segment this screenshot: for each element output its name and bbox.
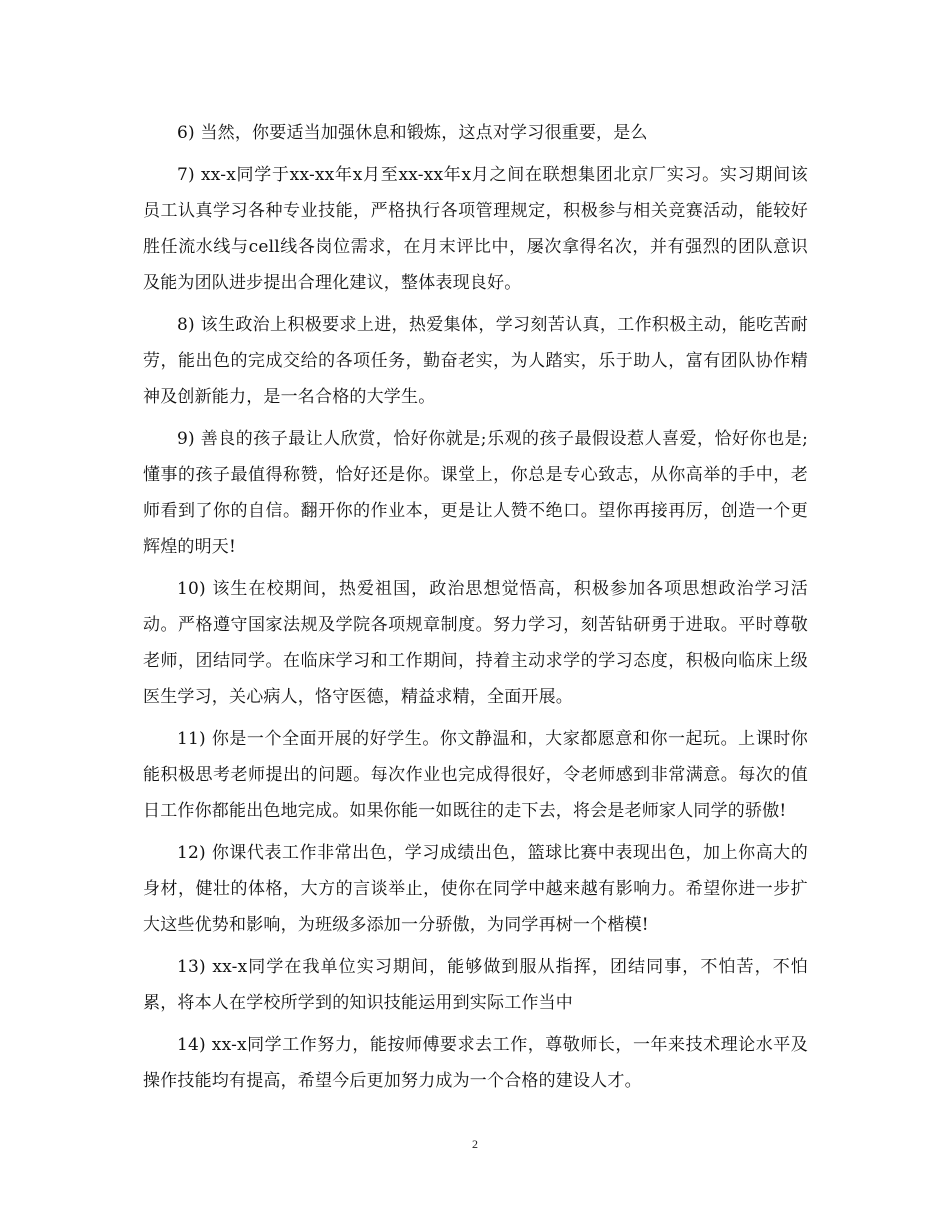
paragraph-8: 8) 该生政治上积极要求上进，热爱集体，学习刻苦认真，工作积极主动，能吃苦耐劳，能出色的完成交给的各项任务，勤奋老实，为人踏实，乐于助人，富有团队协作精神及创新能力，是一名合格的大学生。	[143, 315, 808, 407]
page-number: 2	[472, 1137, 478, 1151]
paragraph-12: 12) 你课代表工作非常出色，学习成绩出色，篮球比赛中表现出色，加上你高大的身材，健壮的体格，大方的言谈举止，使你在同学中越来越有影响力。希望你进一步扩大这些优势和影响，为班级多添加一分骄傲，为同学再树一个楷模!	[143, 843, 808, 935]
paragraph-7: 7) xx-x同学于xx-xx年x月至xx-xx年x月之间在联想集团北京厂实习。实习期间该员工认真学习各种专业技能，严格执行各项管理规定，积极参与相关竞赛活动，能较好胜任流水线与cell线各岗位需求，在月末评比中，屡次拿得名次，并有强烈的团队意识及能为团队进步提出合理化建议，整体表现良好。	[143, 165, 808, 293]
document-body	[143, 115, 808, 1105]
paragraph-11: 11) 你是一个全面开展的好学生。你文静温和，大家都愿意和你一起玩。上课时你能积极思考老师提出的问题。每次作业也完成得很好，令老师感到非常满意。每次的值日工作你都能出色地完成。如果你能一如既往的走下去，将会是老师家人同学的骄傲!	[143, 729, 808, 821]
paragraph-10: 10) 该生在校期间，热爱祖国，政治思想觉悟高，积极参加各项思想政治学习活动。严格遵守国家法规及学院各项规章制度。努力学习，刻苦钻研勇于进取。平时尊敬老师，团结同学。在临床学习和工作期间，持着主动求学的学习态度，积极向临床上级医生学习，关心病人，恪守医德，精益求精，全面开展。	[143, 579, 808, 707]
paragraph-9: 9) 善良的孩子最让人欣赏，恰好你就是;乐观的孩子最假设惹人喜爱，恰好你也是;懂事的孩子最值得称赞，恰好还是你。课堂上，你总是专心致志，从你高举的手中，老师看到了你的自信。翻开你的作业本，更是让人赞不绝口。望你再接再厉，创造一个更辉煌的明天!	[143, 429, 808, 557]
paragraph-6: 6) 当然，你要适当加强休息和锻炼，这点对学习很重要，是么	[177, 123, 648, 143]
paragraph-13: 13) xx-x同学在我单位实习期间，能够做到服从指挥，团结同事，不怕苦，不怕累，将本人在学校所学到的知识技能运用到实际工作当中	[143, 957, 808, 1013]
paragraph-14: 14) xx-x同学工作努力，能按师傅要求去工作，尊敬师长，一年来技术理论水平及操作技能均有提高，希望今后更加努力成为一个合格的建设人才。	[143, 1035, 808, 1091]
